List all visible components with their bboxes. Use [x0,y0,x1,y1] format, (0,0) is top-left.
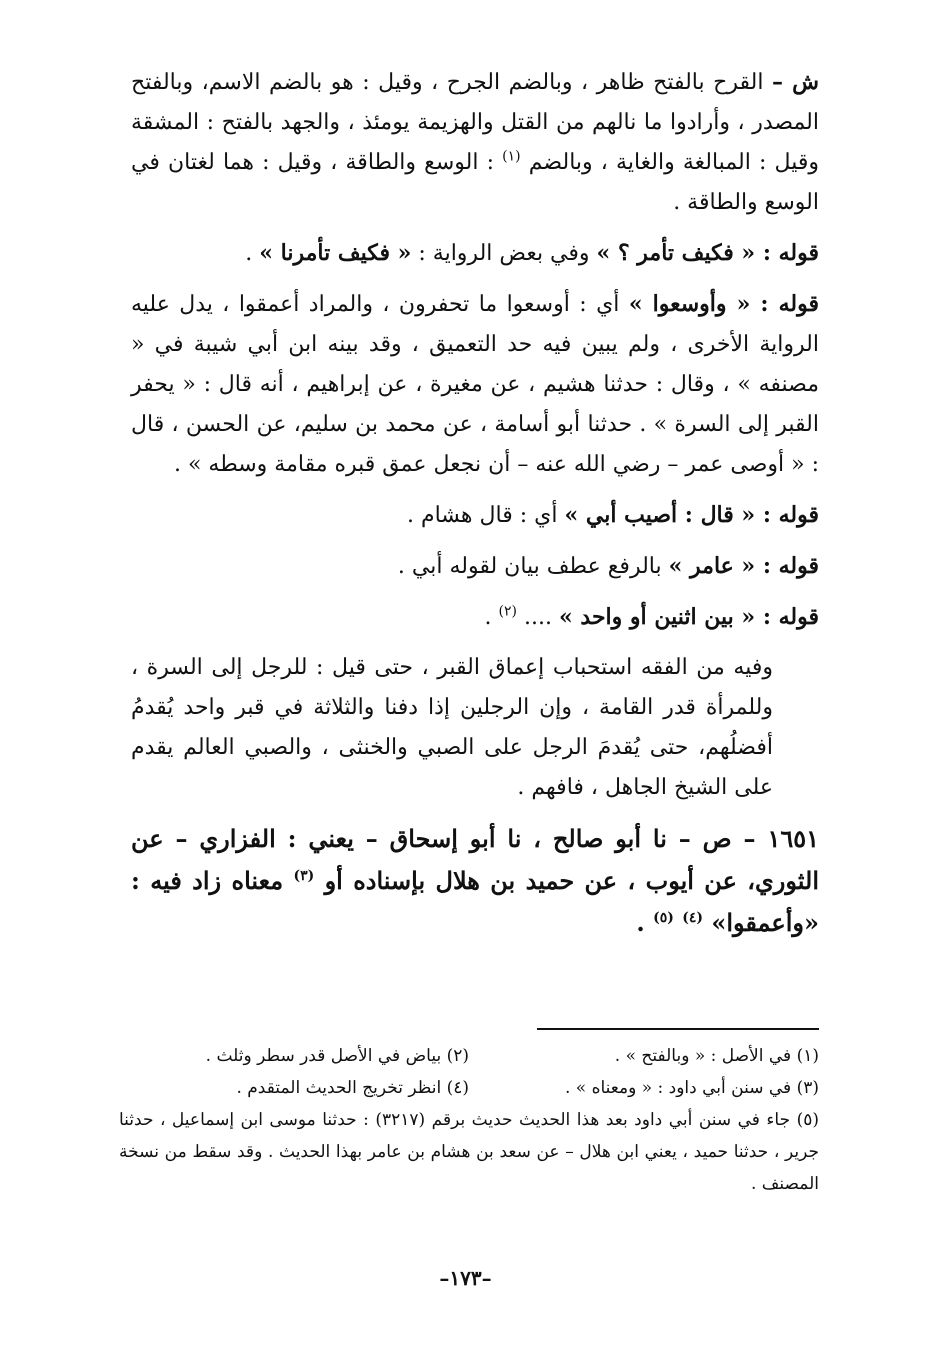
quoted-variant: « فكيف تأمرنا » [259,240,412,266]
footnotes [119,1040,819,1200]
footnote-4: (٤) انظر تخريج الحديث المتقدم . [236,1078,469,1098]
footnote-divider [537,1028,819,1030]
footnote-5: (٥) جاء في سنن أبي داود بعد هذا الحديث حديث برقم (٣٢١٧) : حدثنا موسى ابن إسماعيل ، حدثنا جرير ، حدثنا حميد ، يعني ابن هلال – عن سعد بن هشام بن عامر بهذا الحديث . وقد سقط من نسخة المصنف . [119,1110,819,1194]
paragraph-lead: قوله : « بين اثنين أو واحد » [558,604,819,630]
paragraph-text: وفي بعض الرواية : [411,241,597,266]
page-number: –١٧٣– [439,1266,492,1290]
main-text [131,62,819,968]
fiqh-paragraph [131,648,819,808]
commentary-paragraph [131,597,819,638]
commentary-paragraph [131,495,819,536]
paragraph-tail: . [484,605,499,630]
paragraph-lead: قوله : « قال : أصيب أبي » [564,502,819,528]
commentary-paragraph [131,284,819,485]
commentary-paragraph [131,62,819,223]
paragraph-text: القرح بالفتح ظاهر ، وبالضم الجرح ، وقيل : هو بالضم الاسم، وبالفتح المصدر ، وأرادوا ما نالهم من القتل والهزيمة يومئذ ، والجهد بالفتح : المشقة وقيل : المبالغة والغاية ، وبالضم [131,70,819,175]
paragraph-text: .... [517,605,559,630]
commentary-paragraph [131,546,819,587]
commentary-paragraph [131,233,819,274]
footnote-1: (١) في الأصل : « وبالفتح » . [614,1046,819,1066]
hadith-text [131,818,819,944]
footnote-ref: (٥) [653,910,674,926]
paragraph-tail: : الوسع والطاقة ، وقيل : هما لغتان في الوسع والطاقة . [131,150,819,215]
footnote-row [119,1040,819,1072]
footnote-row [119,1072,819,1104]
paragraph-lead: ش – [771,69,819,95]
footnote-2: (٢) بياض في الأصل قدر سطر وثلث . [205,1046,469,1066]
hadith-chain: ١٦٥١ – ص – نا أبو صالح ، نا أبو إسحاق – يعني : الفزاري – عن الثوري، عن أيوب ، عن حميد بن هلال بإسناده أو [131,824,820,895]
paragraph-tail: . [245,241,260,266]
paragraph-text: وفيه من الفقه استحباب إعماق القبر ، حتى قيل : للرجل إلى السرة ، وللمرأة قدر القامة ، وإن الرجلين إذا دفنا والثلاثة في قبر واحد يُقدمُ أفضلُهم، حتى يُقدمَ الرجل على الصبي والخنثى ، والصبي العالم يقدم على الشيخ الجاهل ، فافهم . [131,655,773,800]
paragraph-lead: قوله : « فكيف تأمر ؟ » [596,240,819,266]
paragraph-text: أي : قال هشام . [406,503,565,528]
hadith-tail: . [636,908,654,937]
footnote-ref: (١) [502,148,521,165]
footnote-ref: (٤) [682,910,703,926]
paragraph-lead: قوله : « وأوسعوا » [628,291,819,317]
paragraph-text: أي : أوسعوا ما تحفرون ، والمراد أعمقوا ، يدل عليه الرواية الأخرى ، ولم يبين فيه حد التعميق ، وقد بينه ابن أبي شيبة في « مصنفه » ، وقال : حدثنا هشيم ، عن مغيرة ، عن إبراهيم ، أنه قال : « يحفر القبر إلى السرة » . حدثنا أبو أسامة ، عن محمد بن سليم، عن الحسن ، قال : « أوصى عمر – رضي الله عنه – أن نجعل عمق قبره مقامة وسطه » . [131,292,819,477]
footnote-3: (٣) في سنن أبي داود : « ومعناه » . [564,1078,819,1098]
hadith-chain-cont: معناه زاد فيه : «وأعمقوا» [131,866,819,937]
paragraph-text: بالرفع عطف بيان لقوله أبي . [397,554,669,579]
paragraph-lead: قوله : « عامر » [668,553,819,579]
footnote-ref: (٣) [293,868,315,884]
footnote-ref: (٢) [498,603,518,620]
